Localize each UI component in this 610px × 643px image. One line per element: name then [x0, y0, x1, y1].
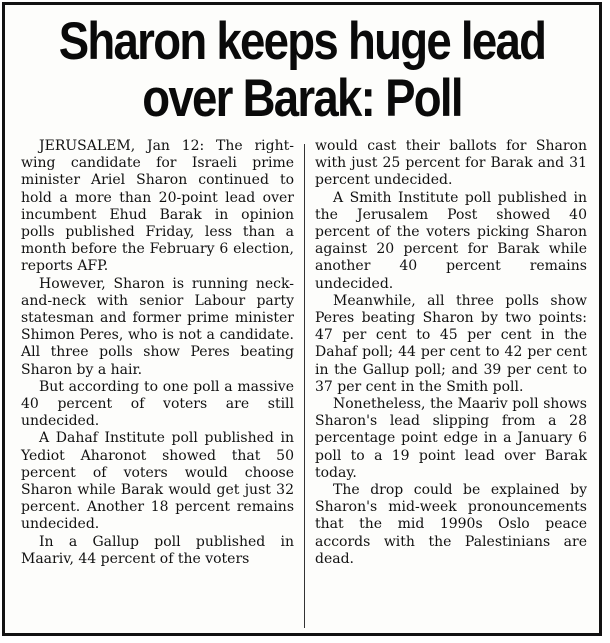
paragraph: However, Sharon is running neck-and-neck with senior Labour party statesman and former prime minister Shimon Peres, who is not a candidate. All three polls show Peres beating Sharon by a hair. — [21, 275, 294, 378]
headline-line-2: over Barak: Poll — [142, 69, 462, 128]
column-left — [21, 138, 294, 568]
paragraph-dateline: JERUSALEM, Jan 12: The right-wing candidate for Israeli prime minister Ariel Sharon continued to hold a more than 20-point lead over incumbent Ehud Barak in opinion polls published Friday, less than a month before the February 6 election, reports AFP. — [21, 138, 294, 275]
paragraph: But according to one poll a massive 40 percent of voters are still undecided. — [21, 378, 294, 430]
article-body — [5, 138, 599, 633]
news-clipping — [2, 2, 602, 636]
headline — [47, 14, 558, 126]
paragraph: The drop could be explained by Sharon's mid-week pronouncements that the mid 1990s Oslo peace accords with the Palestinians are dead. — [315, 482, 587, 567]
headline-line-1: Sharon keeps huge lead — [58, 12, 546, 71]
paragraph: Meanwhile, all three polls show Peres beating Sharon by two points: 47 per cent to 45 per cent in the Dahaf poll; 44 per cent to 42 per cent in the Gallup poll; and 39 per cent to 37 per cent in the Smith poll. — [315, 292, 587, 395]
paragraph: A Dahaf Institute poll published in Yediot Aharonot showed that 50 percent of voters would choose Sharon while Barak would get just 32 percent. Another 18 percent remains undecided. — [21, 430, 294, 533]
paragraph: In a Gallup poll published in Maariv, 44 percent of the voters — [21, 533, 294, 567]
column-right — [315, 138, 587, 568]
column-divider — [304, 144, 305, 628]
paragraph: Nonetheless, the Maariv poll shows Sharon's lead slipping from a 28 percentage point edge in a January 6 poll to a 19 point lead over Barak today. — [315, 396, 587, 481]
paragraph: A Smith Institute poll published in the Jerusalem Post showed 40 percent of the voters picking Sharon against 20 percent for Barak while another 40 percent remains undecided. — [315, 189, 587, 292]
paragraph-continued: would cast their ballots for Sharon with just 25 percent for Barak and 31 percent undecided. — [315, 138, 587, 189]
